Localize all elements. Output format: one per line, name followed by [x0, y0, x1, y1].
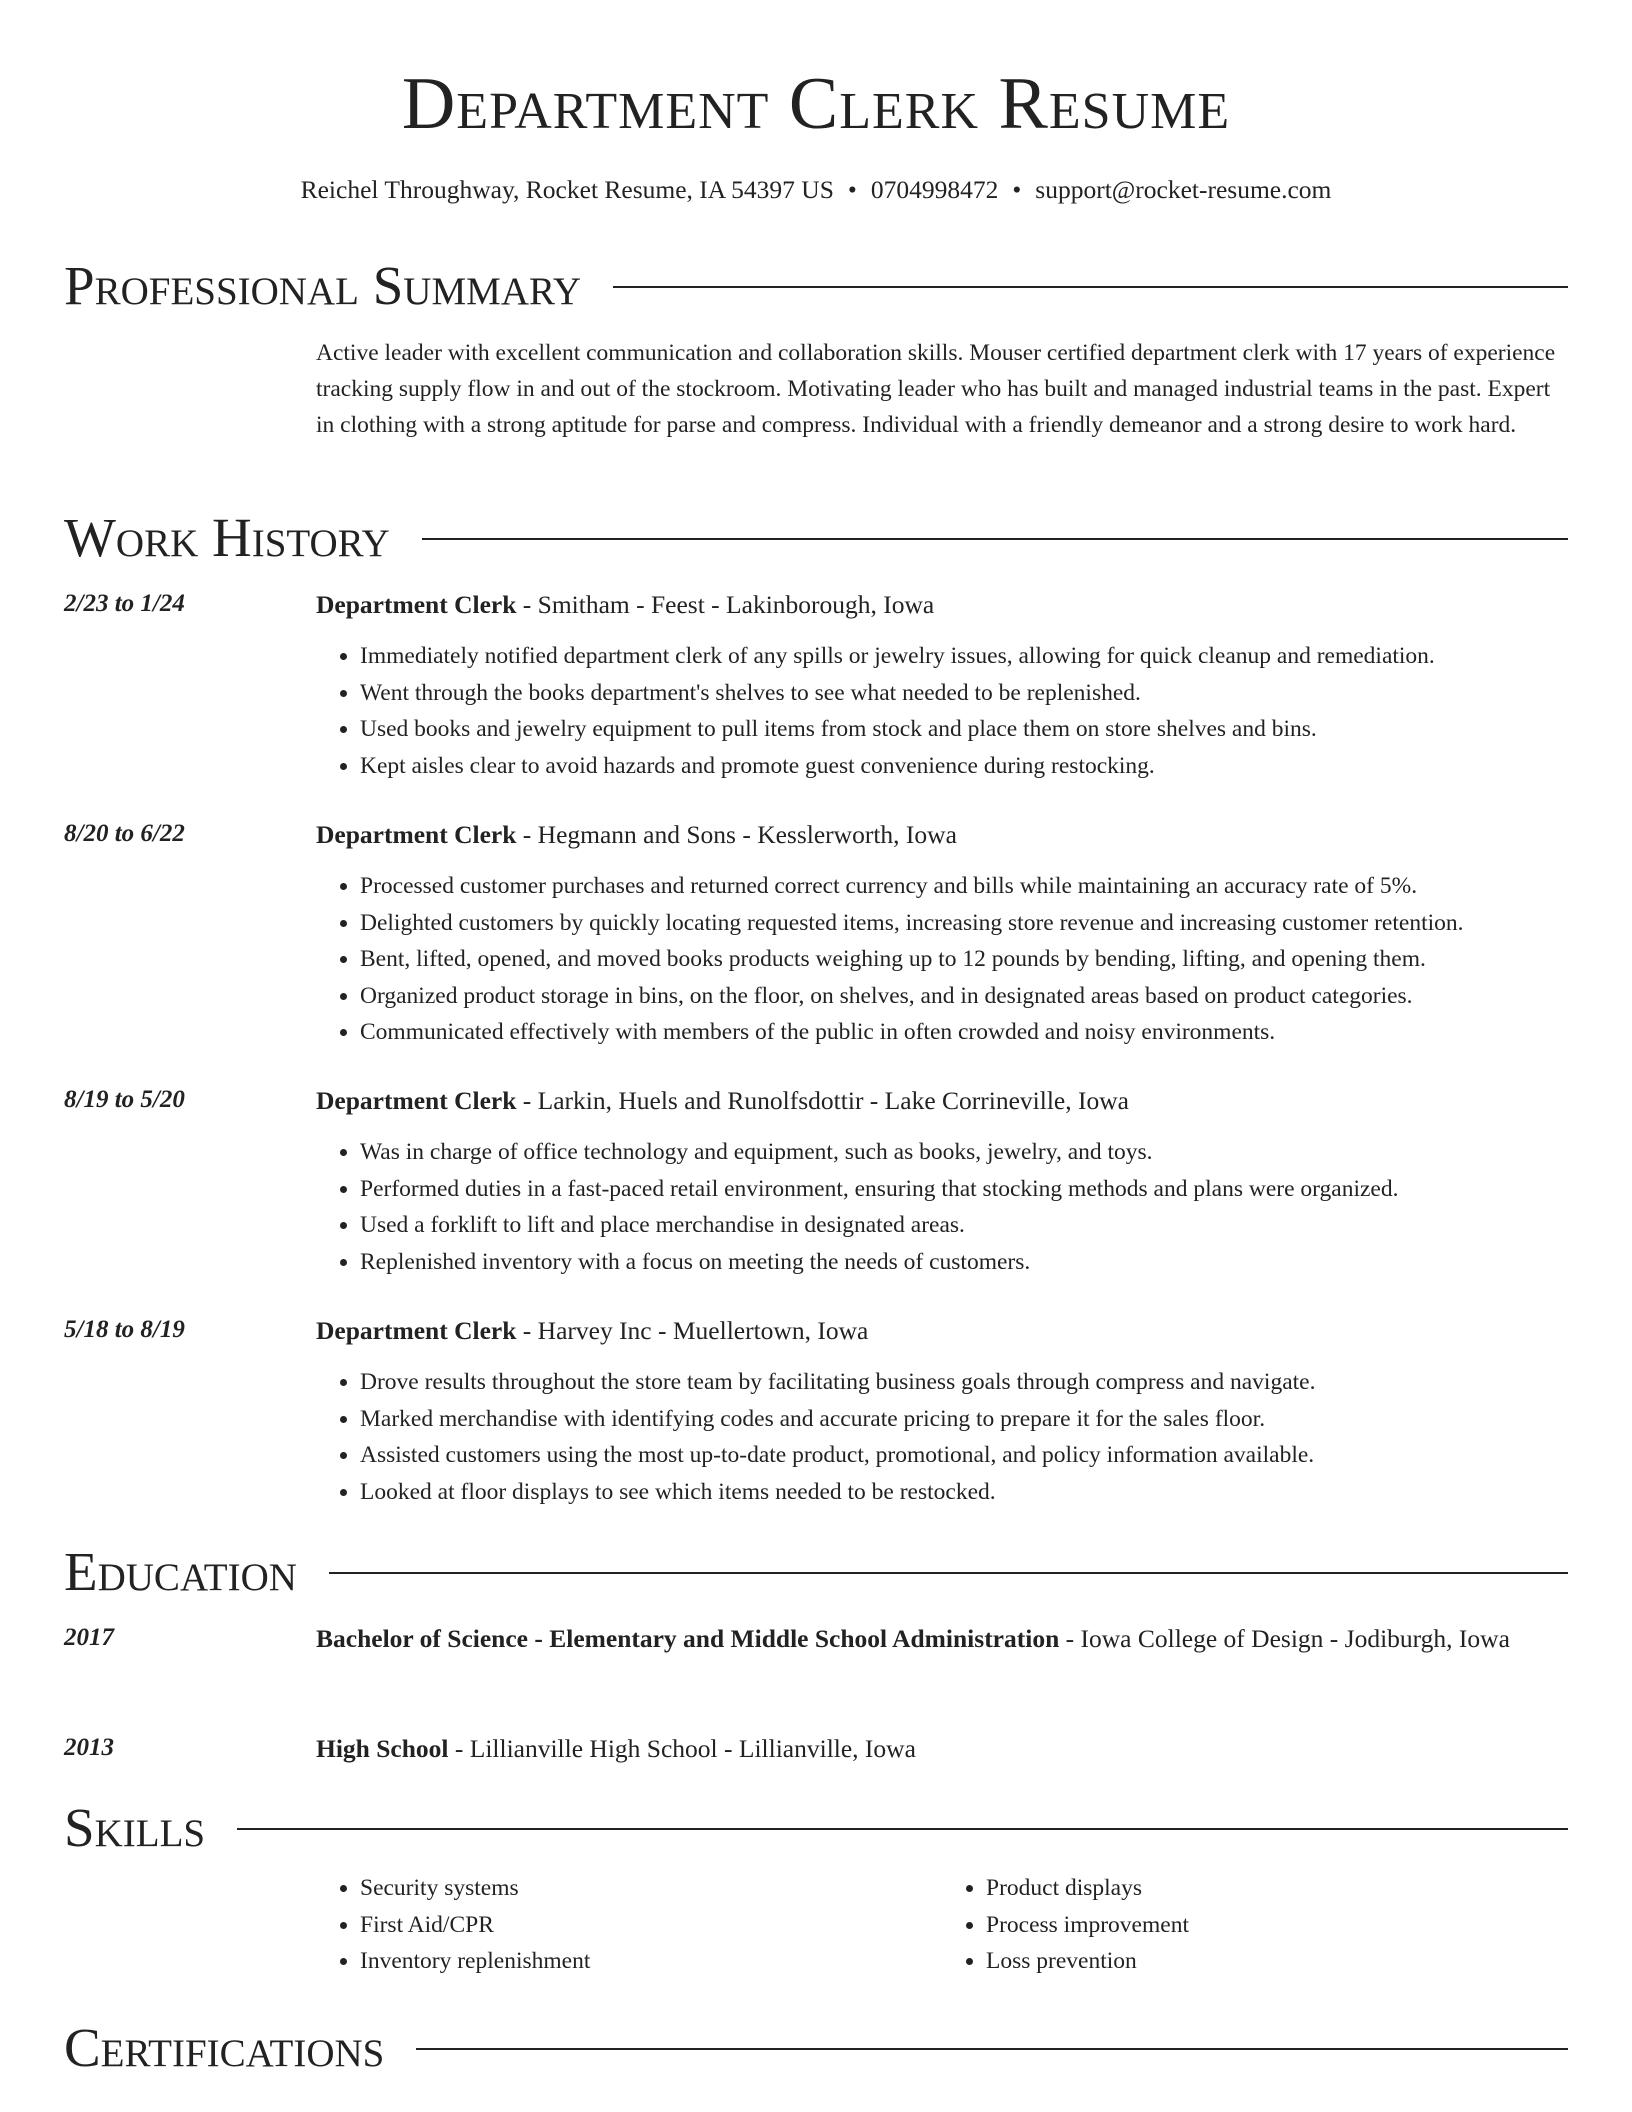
section-title: Education	[64, 1541, 297, 1602]
education-entry	[64, 1730, 1568, 1768]
job-details: - Harvey Inc - Muellertown, Iowa	[516, 1316, 869, 1345]
job-bullet: • Marked merchandise with identifying codes and accurate pricing to prepare it for the sales floor.	[360, 1401, 1568, 1438]
job-bullet: • Processed customer purchases and returned correct currency and bills while maintaining an accuracy rate of 5%.	[360, 868, 1568, 905]
job-role	[316, 1312, 1568, 1350]
skill-item: • Security systems	[360, 1870, 942, 1907]
job-title: Department Clerk	[316, 1086, 517, 1115]
education-details: - Iowa College of Design - Jodiburgh, Iowa	[1059, 1624, 1510, 1653]
skills-list	[64, 1870, 1568, 1980]
job-bullet: • Bent, lifted, opened, and moved books products weighing up to 12 pounds by bending, lifting, and opening them.	[360, 941, 1568, 978]
job-bullet: • Drove results throughout the store team by facilitating business goals through compress and navigate.	[360, 1364, 1568, 1401]
job-dates: 2/23 to 1/24	[64, 590, 185, 617]
section-title: Certifications	[64, 2017, 385, 2078]
contact-address: Reichel Throughway, Rocket Resume, IA 54397 US	[300, 175, 834, 204]
job-entry	[64, 586, 1568, 784]
job-bullet: • Used a forklift to lift and place merchandise in designated areas.	[360, 1207, 1568, 1244]
job-entry	[64, 816, 1568, 1051]
job-bullet: • Kept aisles clear to avoid hazards and promote guest convenience during restocking.	[360, 748, 1568, 785]
skills-section-header	[64, 1796, 1568, 1860]
education-line	[316, 1620, 1568, 1658]
job-bullets	[316, 1364, 1568, 1510]
job-bullet: • Immediately notified department clerk of any spills or jewelry issues, allowing for quick cleanup and remediation.	[360, 638, 1568, 675]
skill-item: • First Aid/CPR	[360, 1907, 942, 1944]
section-divider	[329, 1572, 1568, 1574]
job-bullet: • Went through the books department's shelves to see what needed to be replenished.	[360, 675, 1568, 712]
education-entry	[64, 1620, 1568, 1658]
education-year: 2013	[64, 1734, 114, 1761]
section-divider	[237, 1828, 1568, 1830]
contact-line	[0, 173, 1632, 207]
education-year: 2017	[64, 1624, 114, 1651]
section-divider	[422, 538, 1568, 540]
job-title: Department Clerk	[316, 820, 517, 849]
job-bullets	[316, 868, 1568, 1051]
job-bullets	[316, 1134, 1568, 1280]
job-title: Department Clerk	[316, 1316, 517, 1345]
summary-block	[64, 335, 1568, 443]
contact-phone: 0704998472	[870, 175, 999, 204]
job-dates: 5/18 to 8/19	[64, 1316, 185, 1343]
summary-text: Active leader with excellent communication and collaboration skills. Mouser certified department clerk with 17 years of experience tracking supply flow in and out of the stockroom. Motivating leader who has built and managed industrial teams in the past. Expert in clothing with a strong aptitude for parse and compress. Individual with a friendly demeanor and a strong desire to work hard.	[316, 340, 1556, 438]
contact-separator: •	[1012, 175, 1022, 204]
job-bullet: • Organized product storage in bins, on the floor, on shelves, and in designated areas based on product categories.	[360, 978, 1568, 1015]
job-bullet: • Replenished inventory with a focus on meeting the needs of customers.	[360, 1244, 1568, 1281]
job-dates: 8/20 to 6/22	[64, 820, 185, 847]
contact-email[interactable]: support@rocket-resume.com	[1035, 175, 1332, 204]
skill-item: • Inventory replenishment	[360, 1943, 942, 1980]
education-details: - Lillianville High School - Lillianville, Iowa	[448, 1734, 916, 1763]
section-title: Work History	[64, 507, 390, 568]
skills-column-left	[316, 1870, 942, 1980]
job-bullet: • Was in charge of office technology and equipment, such as books, jewelry, and toys.	[360, 1134, 1568, 1171]
skill-item: • Process improvement	[986, 1907, 1568, 1944]
job-bullet: • Delighted customers by quickly locating requested items, increasing store revenue and increasing customer retention.	[360, 905, 1568, 942]
job-details: - Hegmann and Sons - Kesslerworth, Iowa	[516, 820, 957, 849]
job-dates: 8/19 to 5/20	[64, 1086, 185, 1113]
section-title: Skills	[64, 1797, 206, 1858]
job-bullet: • Looked at floor displays to see which items needed to be restocked.	[360, 1474, 1568, 1511]
education-degree: High School	[316, 1734, 449, 1763]
job-details: - Smitham - Feest - Lakinborough, Iowa	[516, 590, 935, 619]
education-degree: Bachelor of Science - Elementary and Middle School Administration	[316, 1624, 1060, 1653]
section-divider	[416, 2048, 1568, 2050]
job-title: Department Clerk	[316, 590, 517, 619]
work-section-header	[64, 506, 1568, 570]
section-divider	[613, 286, 1568, 288]
section-title: Professional Summary	[64, 255, 582, 316]
contact-separator: •	[847, 175, 857, 204]
skill-item: • Loss prevention	[986, 1943, 1568, 1980]
skill-item: • Product displays	[986, 1870, 1568, 1907]
education-line	[316, 1730, 1568, 1768]
certifications-section-header	[64, 2016, 1568, 2080]
job-entry	[64, 1082, 1568, 1280]
job-role	[316, 1082, 1568, 1120]
job-bullets	[316, 638, 1568, 784]
job-bullet: • Performed duties in a fast-paced retail environment, ensuring that stocking methods and plans were organized.	[360, 1171, 1568, 1208]
job-bullet: • Assisted customers using the most up-to-date product, promotional, and policy information available.	[360, 1437, 1568, 1474]
job-details: - Larkin, Huels and Runolfsdottir - Lake Corrineville, Iowa	[516, 1086, 1129, 1115]
education-section-header	[64, 1540, 1568, 1604]
job-entry	[64, 1312, 1568, 1510]
job-role	[316, 816, 1568, 854]
resume-title: Department Clerk Resume	[401, 63, 1231, 145]
job-bullet: • Communicated effectively with members of the public in often crowded and noisy environments.	[360, 1014, 1568, 1051]
skills-column-right	[942, 1870, 1568, 1980]
job-bullet: • Used books and jewelry equipment to pull items from stock and place them on store shelves and bins.	[360, 711, 1568, 748]
job-role	[316, 586, 1568, 624]
summary-section-header	[64, 254, 1568, 318]
